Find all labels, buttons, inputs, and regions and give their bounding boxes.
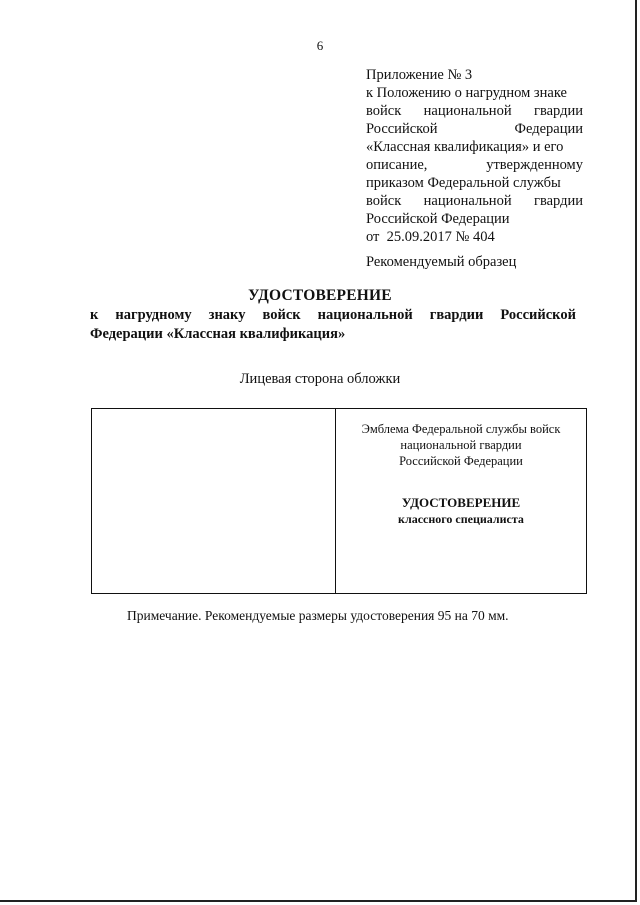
emblem-caption-line: Эмблема Федеральной службы войск [361, 422, 561, 436]
cover-back-panel [92, 409, 336, 593]
cover-cert-title: УДОСТОВЕРЕНИЕ [401, 495, 521, 510]
appendix-line: от 25.09.2017 № 404 [366, 229, 495, 245]
appendix-word: Федерации [514, 121, 583, 137]
appendix-line [366, 120, 583, 138]
subtitle-word: Российской [500, 307, 576, 323]
appendix-word: национальной [423, 193, 512, 209]
appendix-word: гвардии [534, 193, 583, 209]
appendix-line: Российской Федерации [366, 211, 510, 227]
appendix-line [366, 192, 583, 210]
appendix-line: «Классная квалификация» и его [366, 139, 564, 155]
cover-side-label: Лицевая сторона обложки [239, 371, 401, 387]
appendix-word: войск [366, 193, 402, 209]
emblem-caption-line: Российской Федерации [399, 454, 523, 468]
subtitle-word: гвардии [429, 307, 484, 323]
cover-front-panel [336, 409, 586, 593]
subtitle-word: к [90, 307, 99, 323]
recommended-sample-label: Рекомендуемый образец [366, 254, 517, 270]
subtitle-line-2: Федерации «Классная квалификация» [90, 326, 346, 342]
document-subtitle [90, 306, 576, 344]
cover-frame [91, 408, 587, 594]
appendix-word: утвержденному [486, 157, 583, 173]
document-title: УДОСТОВЕРЕНИЕ [248, 287, 392, 304]
emblem-caption-line: национальной гвардии [400, 438, 522, 452]
subtitle-line-1 [90, 306, 576, 325]
appendix-line [366, 102, 583, 120]
appendix-block [366, 66, 583, 246]
subtitle-word: национальной [317, 307, 413, 323]
appendix-line: к Положению о нагрудном знаке [366, 85, 567, 101]
size-note: Примечание. Рекомендуемые размеры удостоверения 95 на 70 мм. [127, 608, 509, 623]
subtitle-word: знаку [208, 307, 246, 323]
page-number: 6 [316, 38, 324, 53]
appendix-line: Приложение № 3 [366, 67, 473, 83]
subtitle-word: войск [262, 307, 301, 323]
appendix-word: гвардии [534, 103, 583, 119]
emblem-caption [336, 421, 586, 469]
subtitle-word: нагрудному [115, 307, 192, 323]
appendix-line [366, 156, 583, 174]
cover-cert-subtitle: классного специалиста [398, 512, 524, 526]
appendix-word: Российской [366, 121, 438, 137]
appendix-word: войск [366, 103, 402, 119]
appendix-word: национальной [423, 103, 512, 119]
appendix-word: описание, [366, 157, 428, 173]
appendix-line: приказом Федеральной службы [366, 175, 561, 191]
